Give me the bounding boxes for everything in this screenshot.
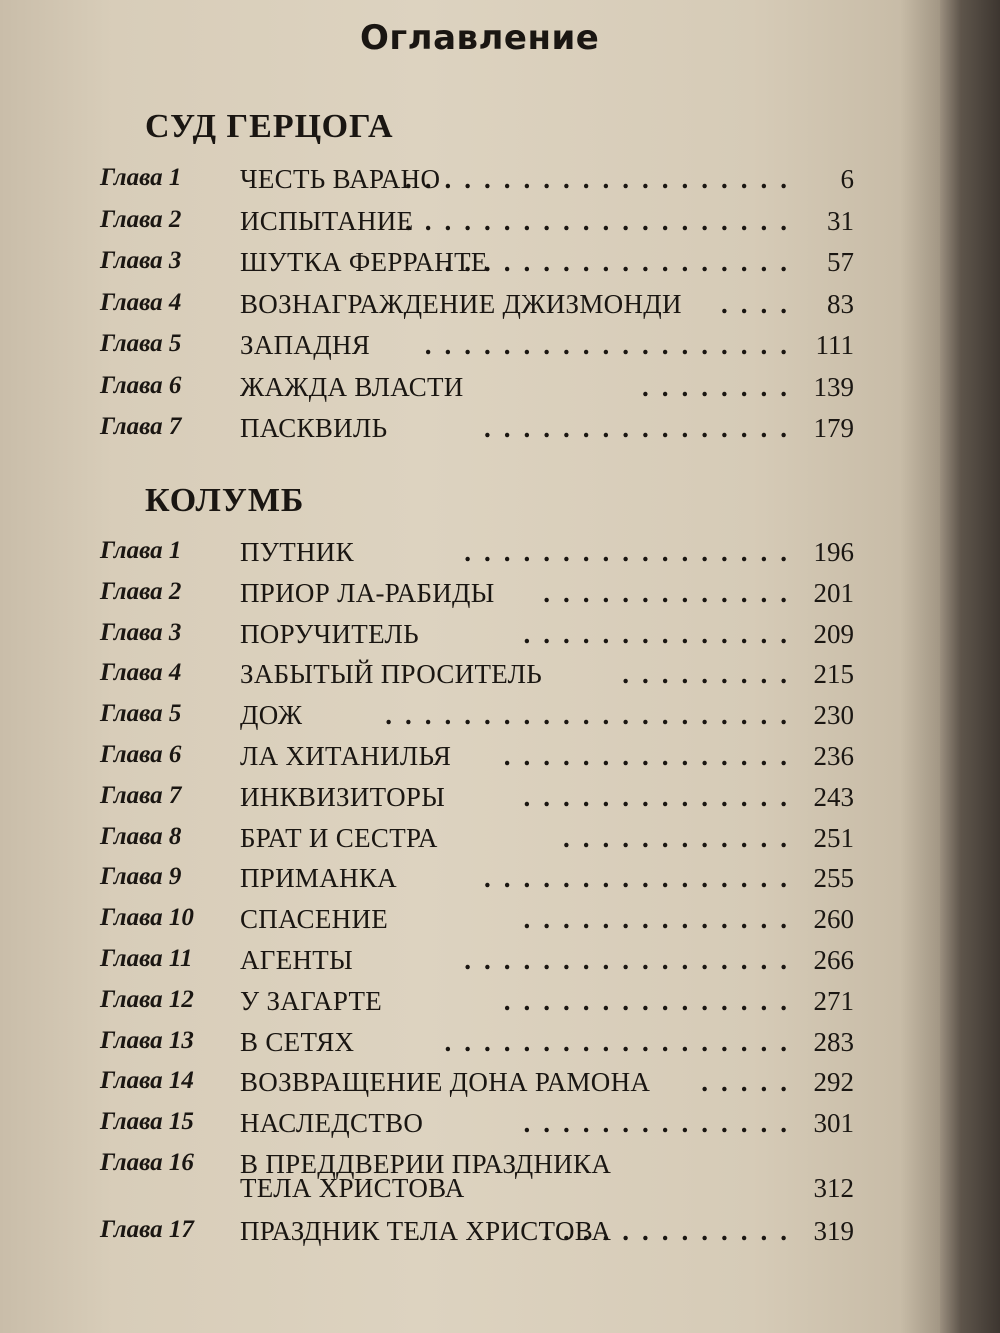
leader-dots: ......... xyxy=(622,659,800,690)
chapter-label: Глава 7 xyxy=(100,781,182,809)
chapter-title-line2: ТЕЛА ХРИСТОВА xyxy=(240,1173,465,1203)
leader-dots: .............. xyxy=(523,904,800,935)
chapter-title: ЖАЖДА ВЛАСТИ xyxy=(240,371,464,402)
page-number: 57 xyxy=(827,247,854,277)
page-number: 319 xyxy=(813,1215,854,1246)
toc-row xyxy=(100,1067,860,1103)
page-number: 251 xyxy=(813,822,854,853)
chapter-title: ПОРУЧИТЕЛЬ xyxy=(240,618,419,649)
page-title: Оглавление xyxy=(360,18,600,58)
page-number: 236 xyxy=(813,741,854,771)
toc-row xyxy=(100,945,860,981)
page-number: 196 xyxy=(813,537,854,567)
chapter-title: ПРИОР ЛА-РАБИДЫ xyxy=(240,577,495,608)
chapter-title: ПАСКВИЛЬ xyxy=(240,413,388,443)
toc-row xyxy=(100,372,860,408)
chapter-title: ДОЖ xyxy=(240,700,303,731)
chapter-label: Глава 9 xyxy=(100,863,182,891)
toc-row xyxy=(100,1108,860,1144)
chapter-title: ШУТКА ФЕРРАНТЕ xyxy=(240,247,488,277)
page-number: 215 xyxy=(813,659,854,690)
chapter-label: Глава 10 xyxy=(100,904,194,932)
toc-row xyxy=(100,904,860,940)
chapter-label: Глава 6 xyxy=(100,371,182,399)
chapter-label: Глава 7 xyxy=(100,413,182,440)
page-number: 83 xyxy=(827,288,854,319)
toc-row xyxy=(100,537,860,573)
chapter-title: В ПРЕДДВЕРИИ ПРАЗДНИКА xyxy=(240,1149,612,1179)
page-number: 111 xyxy=(815,330,854,360)
leader-dots: ........ xyxy=(642,371,800,402)
page-number: 6 xyxy=(840,164,854,194)
leader-dots: ................. xyxy=(464,537,800,567)
toc-row xyxy=(100,330,860,366)
page-number: 260 xyxy=(813,904,854,935)
toc-row xyxy=(100,206,860,242)
chapter-label: Глава 11 xyxy=(100,945,193,972)
leader-dots: .................. xyxy=(444,247,800,277)
page-number: 243 xyxy=(813,781,854,812)
page-number: 283 xyxy=(813,1026,854,1057)
chapter-label: Глава 1 xyxy=(100,164,182,191)
chapter-label: Глава 1 xyxy=(100,537,182,564)
chapter-title: ИНКВИЗИТОРЫ xyxy=(240,781,446,812)
chapter-label: Глава 4 xyxy=(100,659,182,687)
toc-row xyxy=(100,578,860,614)
leader-dots: .................... xyxy=(405,205,800,236)
chapter-label: Глава 15 xyxy=(100,1108,194,1136)
section-heading-columbus: КОЛУМБ xyxy=(145,482,305,519)
page-number: 209 xyxy=(813,618,854,649)
leader-dots: ............. xyxy=(543,1215,800,1246)
leader-dots: ............... xyxy=(503,741,800,771)
toc-row xyxy=(100,413,860,449)
chapter-label: Глава 3 xyxy=(100,247,182,274)
leader-dots: .............. xyxy=(523,781,800,812)
leader-dots: .............. xyxy=(523,618,800,649)
chapter-title: ЗАПАДНЯ xyxy=(240,330,371,360)
toc-row xyxy=(100,289,860,325)
toc-row xyxy=(100,986,860,1022)
page-number: 301 xyxy=(813,1108,854,1139)
chapter-title: СПАСЕНИЕ xyxy=(240,904,389,935)
chapter-label: Глава 6 xyxy=(100,741,182,768)
book-spine xyxy=(940,0,1000,1333)
toc-row xyxy=(100,1216,860,1252)
leader-dots: ..................... xyxy=(385,700,800,731)
leader-dots: .................... xyxy=(405,164,800,194)
toc-row xyxy=(100,164,860,200)
toc-row xyxy=(100,863,860,899)
section-heading-court: СУД ГЕРЦОГА xyxy=(145,108,394,145)
leader-dots: ................ xyxy=(484,413,800,443)
chapter-label: Глава 16 xyxy=(100,1149,194,1176)
toc-row xyxy=(100,823,860,859)
page-number: 292 xyxy=(813,1067,854,1098)
chapter-title: ПРАЗДНИК ТЕЛА ХРИСТОВА xyxy=(240,1215,612,1246)
page-number: 312 xyxy=(813,1173,854,1203)
page-number: 139 xyxy=(813,371,854,402)
page-number: 230 xyxy=(813,700,854,731)
leader-dots: ................ xyxy=(484,863,800,894)
chapter-label: Глава 4 xyxy=(100,288,182,316)
toc-row xyxy=(100,247,860,283)
chapter-title: БРАТ И СЕСТРА xyxy=(240,822,438,853)
chapter-label: Глава 17 xyxy=(100,1215,194,1243)
chapter-title: У ЗАГАРТЕ xyxy=(240,985,383,1016)
leader-dots: .............. xyxy=(523,1108,800,1139)
chapter-title: ВОЗВРАЩЕНИЕ ДОНА РАМОНА xyxy=(240,1067,651,1098)
chapter-label: Глава 5 xyxy=(100,700,182,728)
chapter-title: АГЕНТЫ xyxy=(240,945,353,975)
chapter-label: Глава 2 xyxy=(100,205,182,233)
chapter-title: НАСЛЕДСТВО xyxy=(240,1108,424,1139)
page-number: 271 xyxy=(813,985,854,1016)
page-number: 255 xyxy=(813,863,854,894)
chapter-label: Глава 14 xyxy=(100,1067,194,1095)
page-number: 201 xyxy=(813,577,854,608)
toc-row xyxy=(100,659,860,695)
chapter-title: ЛА ХИТАНИЛЬЯ xyxy=(240,741,452,771)
toc-row xyxy=(100,741,860,777)
page-number: 31 xyxy=(827,205,854,236)
chapter-label: Глава 3 xyxy=(100,618,182,646)
toc-row xyxy=(100,619,860,655)
leader-dots: ............. xyxy=(543,577,800,608)
chapter-title: ЗАБЫТЫЙ ПРОСИТЕЛЬ xyxy=(240,659,543,690)
page-number: 179 xyxy=(813,413,854,443)
leader-dots: ..... xyxy=(701,1067,800,1098)
chapter-title: ЧЕСТЬ ВАРАНО xyxy=(240,164,441,194)
chapter-label: Глава 2 xyxy=(100,577,182,605)
chapter-title: ВОЗНАГРАЖДЕНИЕ ДЖИЗМОНДИ xyxy=(240,288,682,319)
chapter-label: Глава 8 xyxy=(100,822,182,850)
chapter-title: В СЕТЯХ xyxy=(240,1026,355,1057)
chapter-label: Глава 12 xyxy=(100,985,194,1013)
chapter-title: ПРИМАНКА xyxy=(240,863,397,894)
leader-dots: ................. xyxy=(464,945,800,975)
leader-dots: ............... xyxy=(503,985,800,1016)
chapter-title: ПУТНИК xyxy=(240,537,354,567)
leader-dots: .... xyxy=(721,288,800,319)
leader-dots: ................... xyxy=(424,330,800,360)
chapter-label: Глава 5 xyxy=(100,330,182,357)
leader-dots: ............ xyxy=(563,822,800,853)
page-number: 266 xyxy=(813,945,854,975)
chapter-label: Глава 13 xyxy=(100,1026,194,1054)
toc-row xyxy=(100,1027,860,1063)
leader-dots: .................. xyxy=(444,1026,800,1057)
toc-row xyxy=(100,782,860,818)
toc-row xyxy=(100,1149,860,1209)
toc-row xyxy=(100,700,860,736)
chapter-title: ИСПЫТАНИЕ xyxy=(240,205,414,236)
